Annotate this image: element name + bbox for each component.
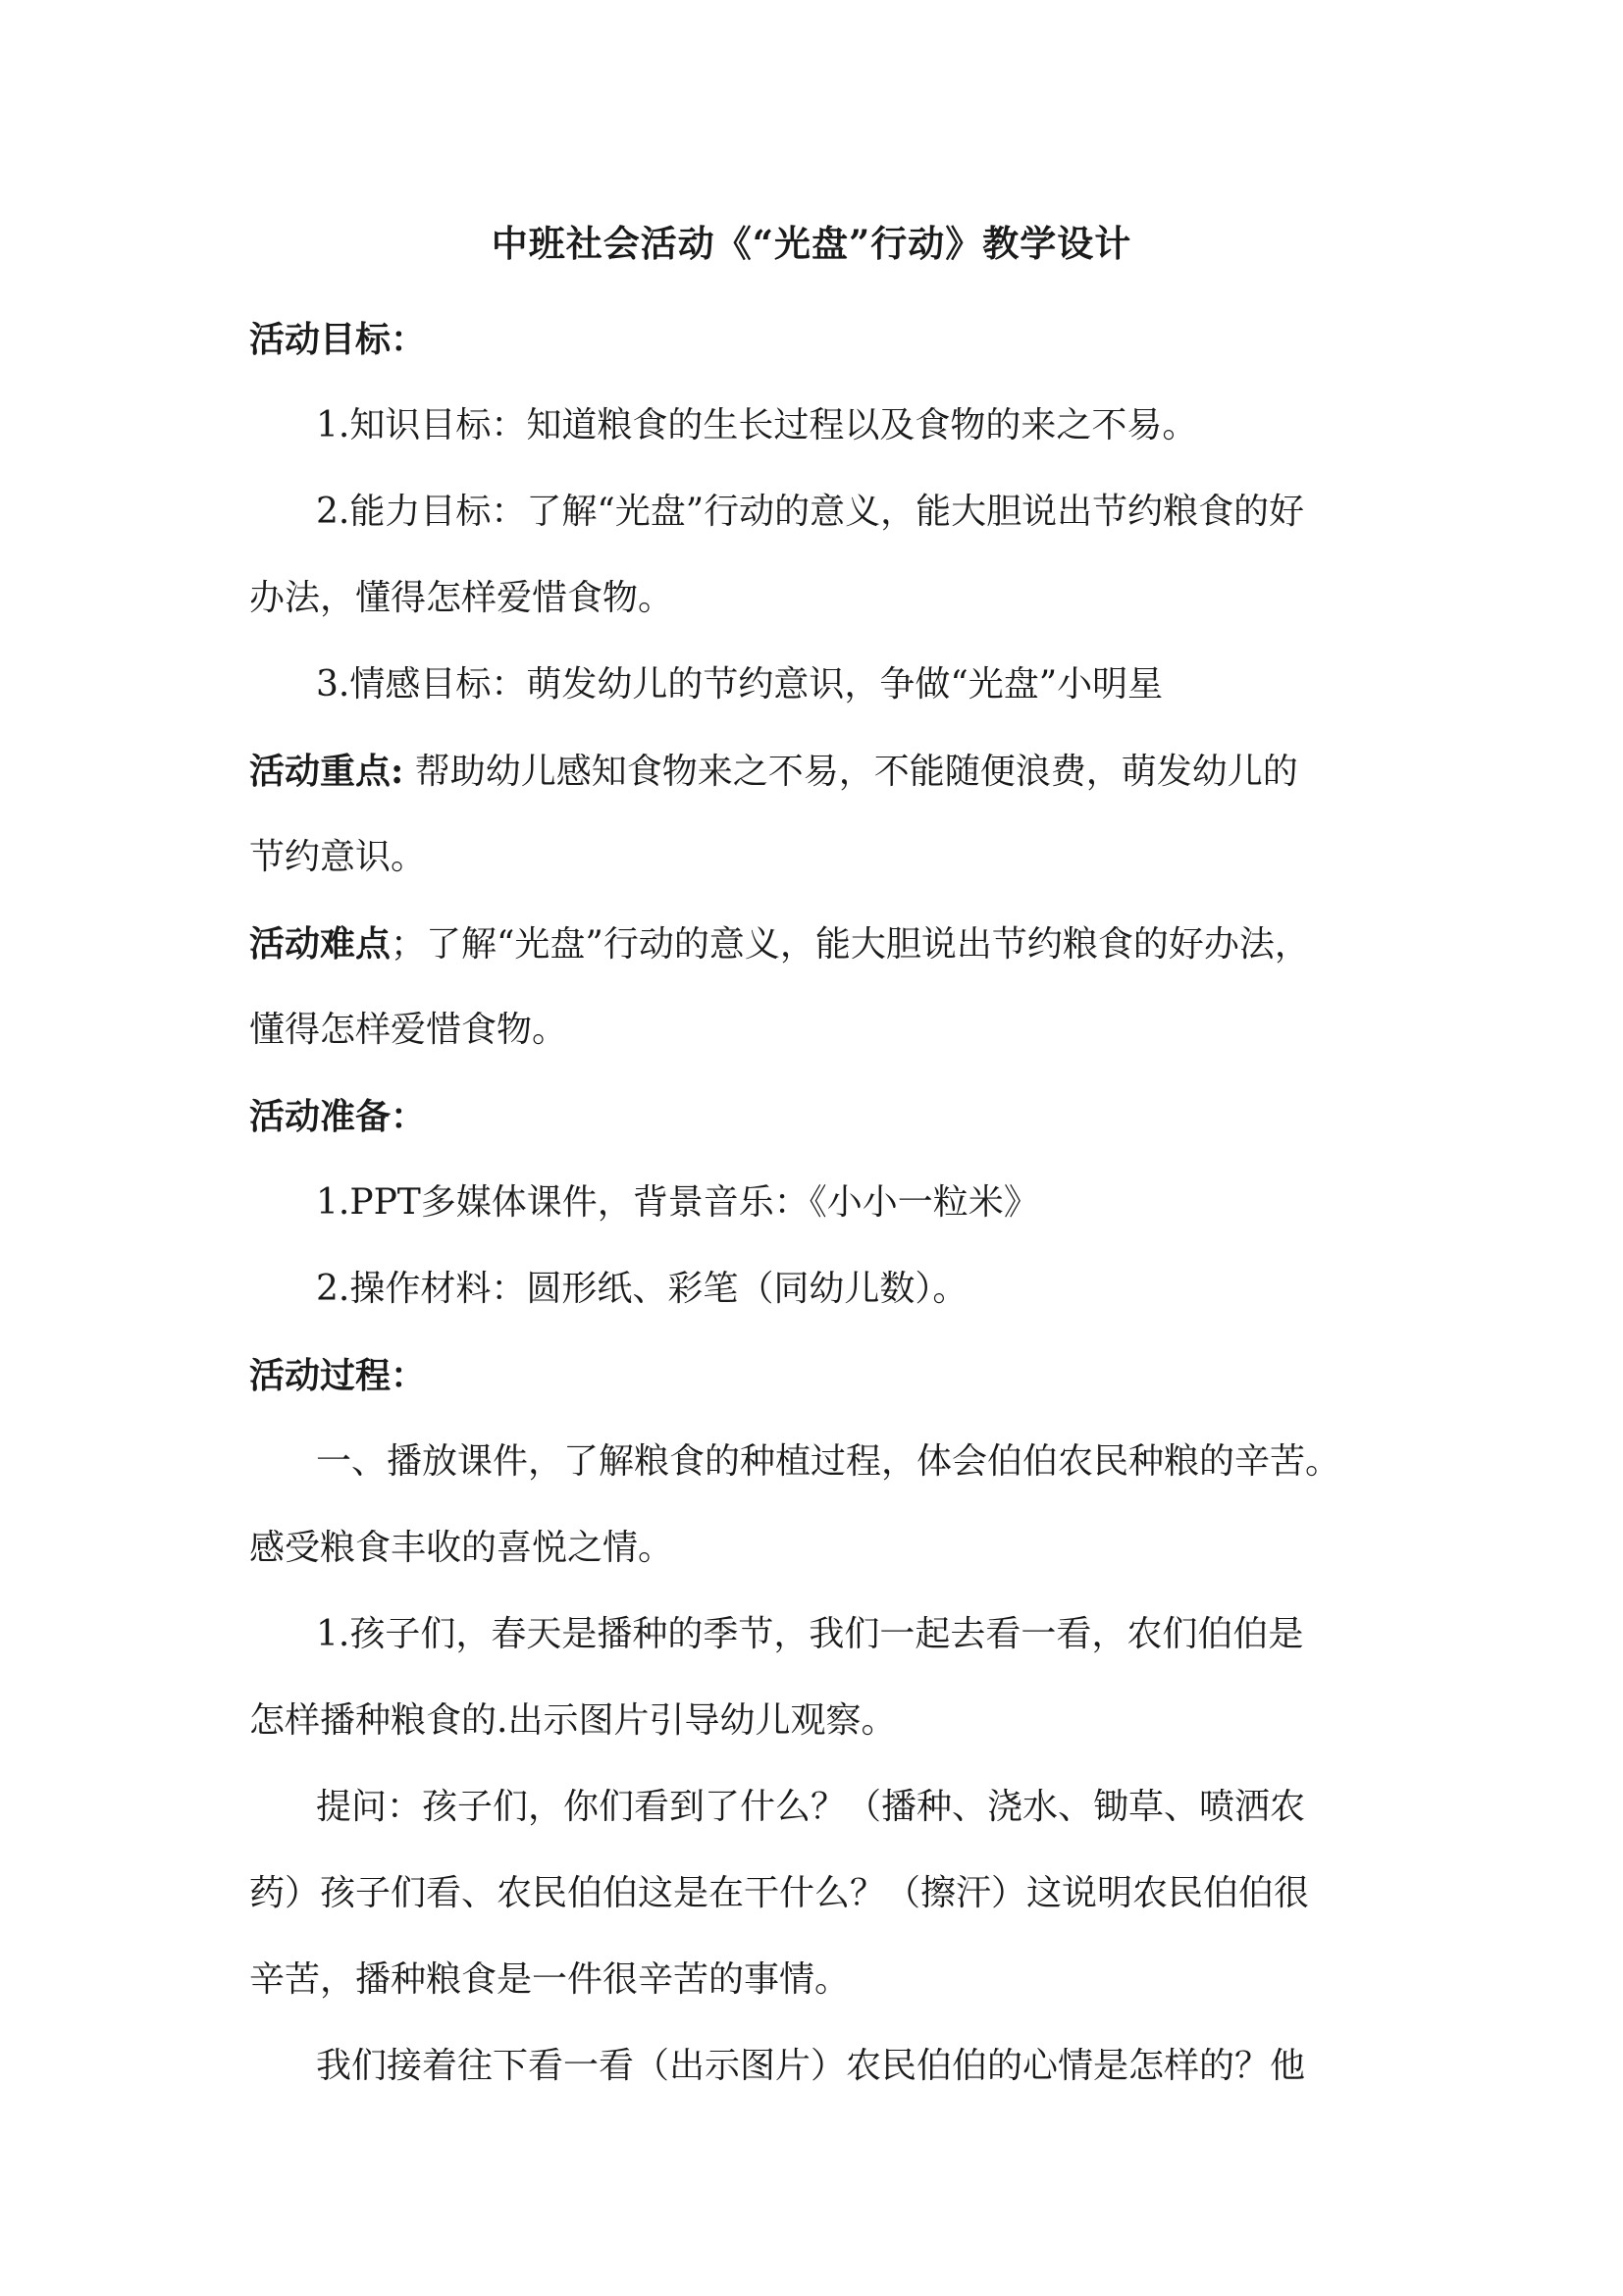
goal-1: 1.知识目标：知道粮食的生长过程以及食物的来之不易。	[316, 405, 1198, 445]
prep-1: 1.PPT多媒体课件，背景音乐：《小小一粒米》	[316, 1182, 1039, 1223]
difficulty-line-2: 懂得怎样爱惜食物。	[249, 1010, 568, 1050]
difficulty-text: ；了解“光盘”行动的意义，能大胆说出节约粮食的好办法，	[391, 924, 1310, 965]
goal-2-line-1: 2.能力目标：了解“光盘”行动的意义，能大胆说出节约粮食的好	[316, 492, 1305, 532]
key-point-text: 帮助幼儿感知食物来之不易，不能随便浪费，萌发幼儿的	[403, 752, 1298, 792]
page-title: 中班社会活动《“光盘”行动》教学设计	[491, 222, 1132, 265]
process-3-line-1: 提问：孩子们，你们看到了什么？（播种、浇水、锄草、喷洒农	[316, 1787, 1306, 1827]
prep-2: 2.操作材料：圆形纸、彩笔（同幼儿数）。	[316, 1269, 969, 1309]
process-1-line-2: 感受粮食丰收的喜悦之情。	[249, 1528, 674, 1568]
document-body	[249, 296, 1397, 2110]
key-point-line-2: 节约意识。	[249, 837, 427, 877]
prep-heading: 活动准备：	[249, 1096, 427, 1137]
difficulty-label: 活动难点	[249, 923, 392, 965]
goal-3: 3.情感目标：萌发幼儿的节约意识，争做“光盘”小明星	[316, 664, 1164, 704]
goals-heading: 活动目标：	[249, 319, 427, 360]
process-1-line-1: 一、播放课件，了解粮食的种植过程，体会伯伯农民种粮的辛苦。	[316, 1441, 1341, 1482]
process-2-line-1: 1.孩子们，春天是播种的季节，我们一起去看一看，农们伯伯是	[316, 1614, 1304, 1654]
process-2-line-2: 怎样播种粮食的.出示图片引导幼儿观察。	[249, 1700, 897, 1741]
process-4-line-1: 我们接着往下看一看（出示图片）农民伯伯的心情是怎样的？他	[316, 2046, 1306, 2086]
process-3-line-3: 辛苦，播种粮食是一件很辛苦的事情。	[249, 1959, 851, 2000]
goal-2-line-2: 办法，懂得怎样爱惜食物。	[249, 578, 674, 618]
process-heading: 活动过程：	[249, 1355, 427, 1396]
key-point-label: 活动重点:	[249, 751, 404, 792]
key-point-line-1	[249, 728, 1397, 814]
difficulty-line-1	[249, 901, 1397, 987]
process-3-line-2: 药）孩子们看、农民伯伯这是在干什么？（擦汗）这说明农民伯伯很	[249, 1873, 1310, 1913]
